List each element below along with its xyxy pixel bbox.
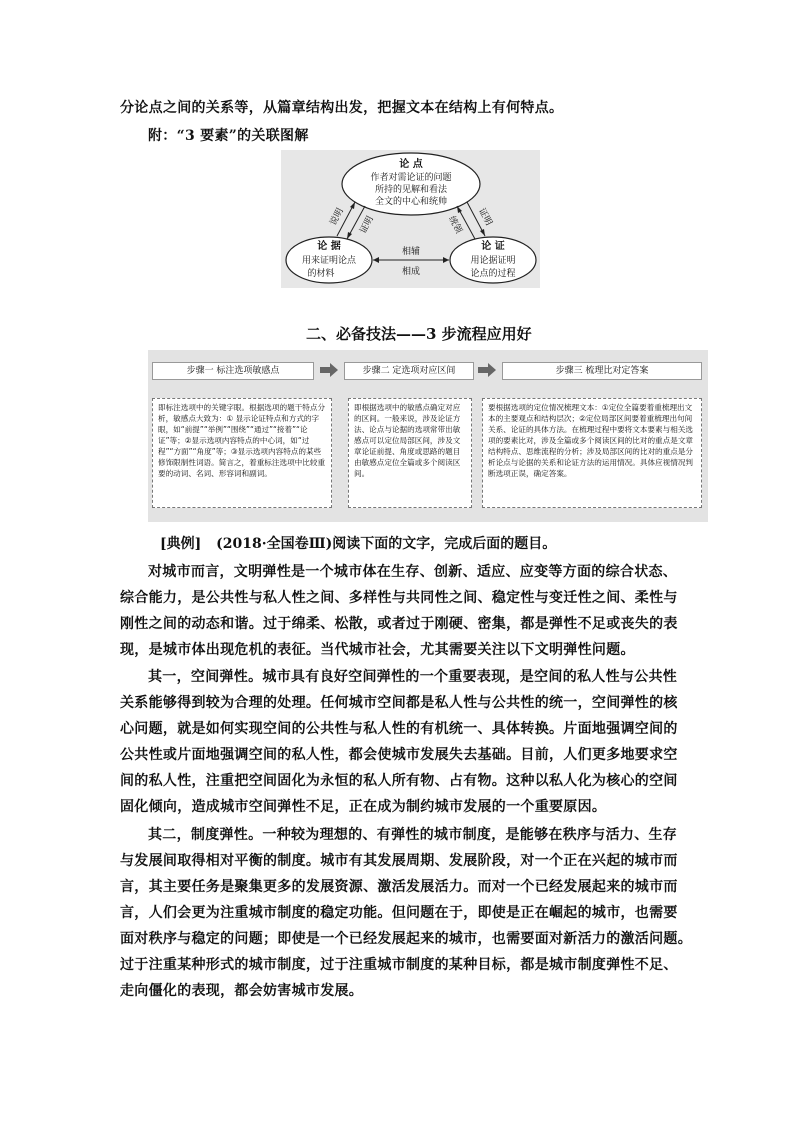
example-source: (2018·全国卷Ⅲ)阅读下面的文字，完成后面的题目。 <box>216 536 557 552</box>
paragraph-1-line: 综合能力，是公共性与私人性之间、多样性与共同性之间、稳定性与变迁性之间、柔性与 <box>120 590 678 606</box>
appendix-caption: 附：“3 要素”的关联图解 <box>148 128 309 144</box>
step-2-body: 即根据选项中的敏感点确定对应的区间。一般来说，涉及论证方法、论点与论据的选项常带出敏感点可以定位局部区间，涉及文章论证前提、角度或思路的题目由敏感点定位全篇或多个阅读区间。 <box>348 398 472 508</box>
intro-line: 分论点之间的关系等，从篇章结构出发，把握文本在结构上有何特点。 <box>120 100 564 116</box>
right-link-outer-label: 证明 <box>476 206 494 228</box>
paragraph-1-line: 对城市而言，文明弹性是一个城市体在生存、创新、适应、应变等方面的综合状态、 <box>148 564 678 580</box>
paragraph-3-line: 与发展间取得相对平衡的制度。城市有其发展周期、发展阶段，对一个正在兴起的城市而 <box>120 853 678 869</box>
bottom-link-top-label: 相辅 <box>401 247 421 257</box>
paragraph-2-line: 关系能够得到较为合理的处理。任何城市空间都是私人性与公共性的统一，空间弹性的核 <box>120 695 678 711</box>
right-node-line-1: 用论据证明 <box>470 256 516 266</box>
paragraph-3-line: 其二，制度弹性。一种较为理想的、有弹性的城市制度，是能够在秩序与活力、生存 <box>148 827 678 843</box>
left-link-outer-label: 说明 <box>328 206 346 228</box>
paragraph-2-line: 心问题，就是如何实现空间的公共性与私人性的有机统一、具体转换。片面地强调空间的 <box>120 721 678 737</box>
step-1-body: 即标注选项中的关键字眼。根据选项的题干特点分析，敏感点大致为：① 显示论证特点和方式的字眼，如“前提”“举例”“围绕”“通过”“接着”“论证”等；②显示选项内容特点的中心词，如“过程”“方面”“角度”等；③显示选项内容特点的某些修饰限制性词语。简言之，着重标注选项中比较重要的动词、名词、形容词和副词。 <box>152 398 332 508</box>
paragraph-2-line: 固化倾向，造成城市空间弹性不足，正在成为制约城市发展的一个重要原因。 <box>120 799 607 815</box>
steps-panel <box>148 350 708 522</box>
step-3-body: 要根据选项的定位情况梳理文本：①定位全篇要着重梳理出文本的主要观点和结构层次；②定位局部区间要着重梳理出句间关系、论证的具体方法。在梳理过程中要将文本要素与相关选项的要素比对，涉及全篇或多个阅读区间的比对的重点是文章结构特点、思维流程的分析；涉及局部区间的比对的重点是分析论点与论据的关系和论证方法的运用情况。具体应视情况判断选项正误，确定答案。 <box>482 398 702 508</box>
right-link-inner-label: 统领 <box>446 214 464 236</box>
top-node-line-1: 作者对需论证的问题 <box>370 173 452 183</box>
paragraph-3-line: 言，人们会更为注重城市制度的稳定功能。但问题在于，即使是正在崛起的城市，也需要 <box>120 905 678 921</box>
left-node-title: 论 据 <box>317 241 341 252</box>
top-node-title: 论 点 <box>399 159 423 170</box>
paragraph-1-line: 刚性之间的动态和谐。过于绵柔、松散，或者过于刚硬、密集，都是弹性不足或丧失的表 <box>120 616 678 632</box>
example-label: [典例] <box>160 536 202 552</box>
right-node-title: 论 证 <box>481 241 505 252</box>
top-node-line-2: 所持的见解和看法 <box>374 185 448 195</box>
paragraph-3-line: 言，其主要任务是聚集更多的发展资源、激活发展活力。而对一个已经发展起来的城市而 <box>120 879 678 895</box>
paragraph-1-line: 现，是城市体出现危机的表征。当代城市社会，尤其需要关注以下文明弹性问题。 <box>120 642 635 658</box>
example-header <box>160 533 556 553</box>
three-elements-diagram <box>281 150 540 288</box>
step-3-label: 步骤三 梳理比对定答案 <box>502 362 702 380</box>
bottom-link-bottom-label: 相成 <box>401 267 421 277</box>
paragraph-2-line: 其一，空间弹性。城市具有良好空间弹性的一个重要表现，是空间的私人性与公共性 <box>148 669 678 685</box>
paragraph-3-line: 走向僵化的表现，都会妨害城市发展。 <box>120 983 364 999</box>
right-node-line-2: 论点的过程 <box>470 269 516 279</box>
left-node-line-1: 用来证明论点 <box>301 256 357 266</box>
paragraph-2-line: 间的私人性，注重把空间固化为永恒的私人所有物、占有物。这种以私人化为核心的空间 <box>120 773 678 789</box>
paragraph-3-line: 过于注重某种形式的城市制度，过于注重城市制度的某种目标，都是城市制度弹性不足、 <box>120 957 678 973</box>
step-1-label: 步骤一 标注选项敏感点 <box>152 362 314 380</box>
section-title: 二、必备技法——3 步流程应用好 <box>306 325 532 343</box>
arrow-right-icon <box>478 363 496 377</box>
paragraph-2-line: 公共性或片面地强调空间的私人性，都会使城市发展失去基础。目前，人们更多地要求空 <box>120 747 678 763</box>
left-node-line-2: 的材料 <box>307 269 335 279</box>
left-link-inner-label: 证明 <box>358 214 376 236</box>
paragraph-3-line: 面对秩序与稳定的问题；即使是一个已经发展起来的城市，也需要面对新活力的激活问题。 <box>120 931 692 947</box>
top-node-line-3: 全文的中心和统帅 <box>374 197 448 207</box>
step-2-label: 步骤二 定选项对应区间 <box>344 362 474 380</box>
arrow-right-icon <box>320 363 338 377</box>
